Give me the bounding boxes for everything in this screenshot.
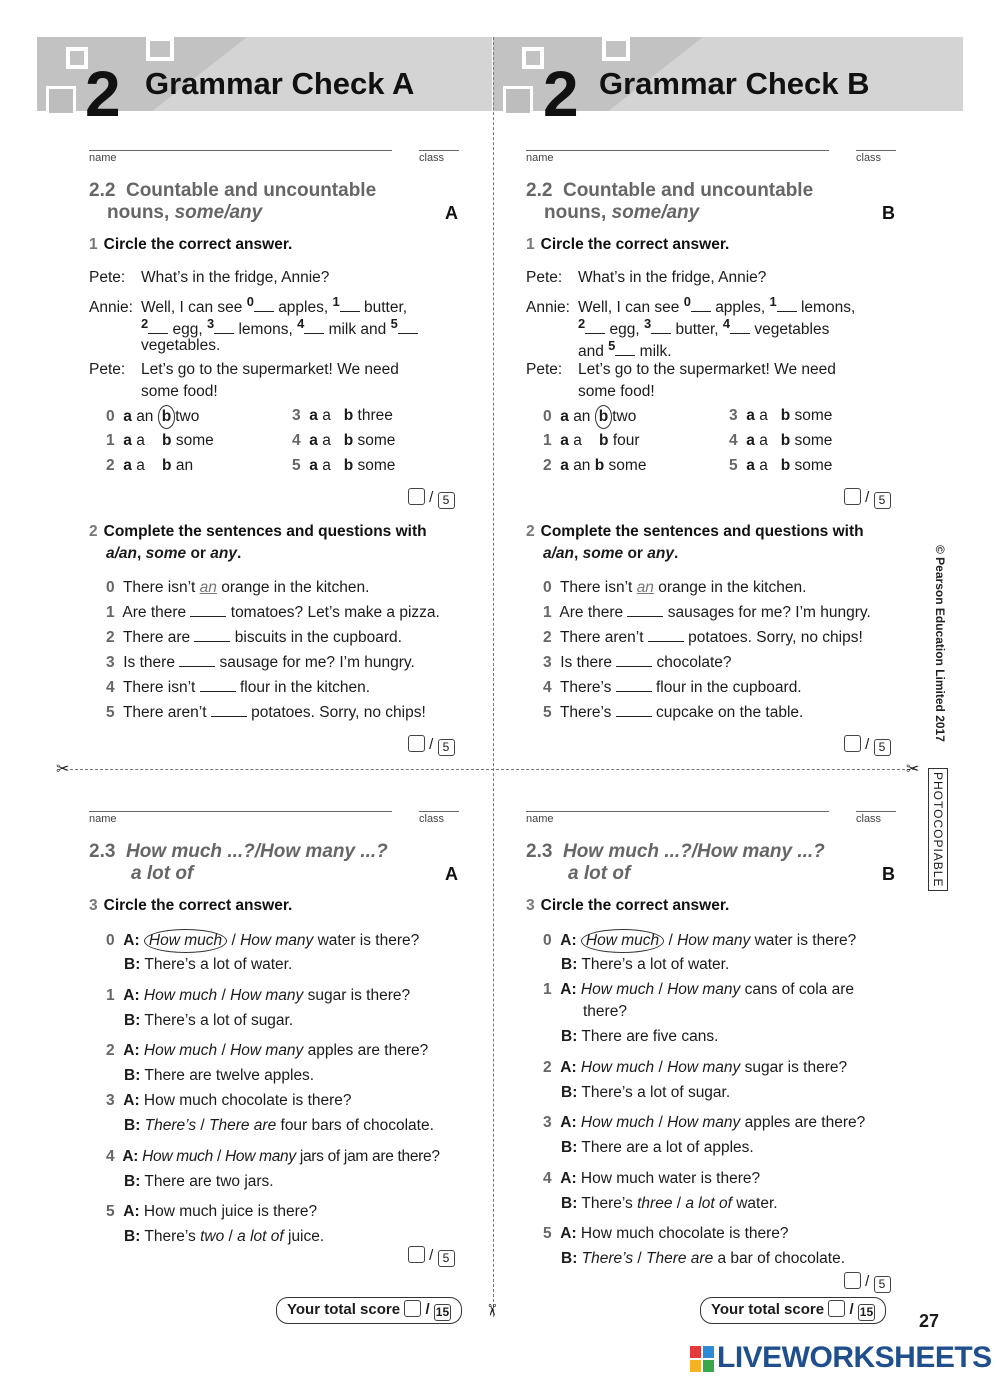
dialogue-line: some food! <box>578 383 655 400</box>
section-title: 2.2 Countable and uncountable <box>89 180 377 201</box>
score-box: / 5 <box>408 735 455 756</box>
qa-item[interactable]: 4 A: How much / How many jars of jam are there? <box>106 1148 440 1165</box>
qa-answer: B: There are a lot of apples. <box>561 1139 754 1156</box>
score-box: / 5 <box>408 1246 455 1267</box>
sentence-item[interactable]: 1 Are there tomatoes? Let’s make a pizza. <box>106 604 440 621</box>
qa-answer: B: There are twelve apples. <box>124 1067 315 1084</box>
name-line[interactable] <box>89 150 392 151</box>
option-row[interactable]: 0 a an b two <box>543 405 636 429</box>
instruction: 1 Circle the correct answer. <box>526 236 730 253</box>
class-label: class <box>856 813 882 825</box>
instruction: 3 Circle the correct answer. <box>526 897 730 914</box>
score-box: / 5 <box>408 488 455 509</box>
cut-line-vertical <box>493 37 494 1317</box>
deco-square-icon <box>602 37 630 61</box>
unit-number: 2 <box>543 58 579 130</box>
score-box: / 5 <box>844 488 891 509</box>
class-label: class <box>419 152 445 164</box>
qa-item[interactable]: 0 A: How much / How many water is there? <box>106 929 419 953</box>
qa-answer[interactable]: B: There’s three / a lot of water. <box>561 1195 778 1212</box>
dialogue-line: some food! <box>141 383 218 400</box>
instruction: 2 Complete the sentences and questions with <box>526 523 864 540</box>
scissors-icon: ✂ <box>482 1303 500 1317</box>
dialogue-line: and $^5$ milk. <box>578 338 672 361</box>
section-title: 2.2 Countable and uncountable <box>526 180 814 201</box>
option-row[interactable]: 2 a an b some <box>543 457 647 474</box>
qa-item[interactable]: 1 A: How much / How many cans of cola are <box>543 981 855 998</box>
qa-answer: B: There’s a lot of sugar. <box>124 1012 294 1029</box>
option-row[interactable]: 0 a an b two <box>106 405 199 429</box>
sentence-item[interactable]: 1 Are there sausages for me? I’m hungry. <box>543 604 871 621</box>
section-title: a lot of <box>568 863 631 884</box>
dialogue-line: vegetables. <box>141 337 221 354</box>
dialogue-line: Pete: What’s in the fridge, Annie? <box>89 269 330 286</box>
instruction: 3 Circle the correct answer. <box>89 897 293 914</box>
page-title: Grammar Check A <box>145 66 415 101</box>
qa-item[interactable]: 2 A: How much / How many sugar is there? <box>543 1059 848 1076</box>
deco-square-icon <box>503 86 533 116</box>
qa-item[interactable]: 1 A: How much / How many sugar is there? <box>106 987 411 1004</box>
brand-name: LIVEWORKSHEETS <box>717 1341 992 1374</box>
dialogue-line: $^2$ egg, $^3$ butter, $^4$ vegetables <box>578 316 830 339</box>
sentence-item[interactable]: 5 There’s cupcake on the table. <box>543 704 804 721</box>
qa-item: 5 A: How much juice is there? <box>106 1203 318 1220</box>
version-label: A <box>445 203 458 223</box>
sentence-item[interactable]: 3 Is there chocolate? <box>543 654 732 671</box>
qa-item: 4 A: How much water is there? <box>543 1170 761 1187</box>
class-line[interactable] <box>856 150 896 151</box>
score-box: / 5 <box>844 735 891 756</box>
photocopiable-label: PHOTOCOPIABLE <box>928 768 948 891</box>
liveworksheets-logo-icon <box>690 1346 714 1372</box>
class-line[interactable] <box>419 150 459 151</box>
class-line[interactable] <box>419 811 459 812</box>
class-label: class <box>419 813 445 825</box>
page-title: Grammar Check B <box>599 66 870 101</box>
scissors-icon: ✂ <box>56 761 70 778</box>
name-label: name <box>526 813 554 825</box>
name-line[interactable] <box>89 811 392 812</box>
option-row[interactable]: 5 a a b some <box>729 457 833 474</box>
dialogue-line: Annie: Well, I can see $^0$ apples, $^1$ lemons, <box>526 294 856 317</box>
option-row[interactable]: 5 a a b some <box>292 457 396 474</box>
dialogue-line: Pete: Let’s go to the supermarket! We need <box>526 361 836 378</box>
instruction: a/an, some or any. <box>543 545 679 562</box>
sentence-item[interactable]: 2 There are biscuits in the cupboard. <box>106 629 402 646</box>
dialogue-line: Annie: Well, I can see $^0$ apples, $^1$ butter, <box>89 294 408 317</box>
dialogue-line: $^2$ egg, $^3$ lemons, $^4$ milk and $^5$ <box>141 313 418 341</box>
qa-item: there? <box>583 1003 627 1020</box>
deco-square-icon <box>522 47 544 69</box>
sentence-item[interactable]: 4 There’s flour in the cupboard. <box>543 679 802 696</box>
section-title: a lot of <box>131 863 194 884</box>
unit-number: 2 <box>85 58 121 130</box>
name-label: name <box>89 152 117 164</box>
name-line[interactable] <box>526 811 829 812</box>
section-title: 2.3 How much ...?/How many ...? <box>526 841 825 862</box>
copyright-text: © Pearson Education Limited 2017 <box>933 545 947 742</box>
qa-answer[interactable]: B: There’s / There are four bars of chocolate. <box>124 1117 434 1134</box>
class-label: class <box>856 152 882 164</box>
cut-line-horizontal <box>70 769 915 770</box>
deco-square-icon <box>46 86 76 116</box>
deco-square-icon <box>146 37 174 61</box>
option-row[interactable]: 3 a a b three <box>292 407 393 424</box>
sentence-item[interactable]: 5 There aren’t potatoes. Sorry, no chips! <box>106 704 426 721</box>
dialogue-line: Pete: What’s in the fridge, Annie? <box>526 269 767 286</box>
option-row[interactable]: 1 a a b four <box>543 432 640 449</box>
version-label: A <box>445 864 458 884</box>
option-row[interactable]: 4 a a b some <box>729 432 833 449</box>
qa-answer: B: There’s a lot of water. <box>561 956 730 973</box>
sentence-item[interactable]: 2 There aren’t potatoes. Sorry, no chips! <box>543 629 863 646</box>
instruction: 2 Complete the sentences and questions with <box>89 523 427 540</box>
qa-item[interactable]: 3 A: How much / How many apples are there? <box>543 1114 866 1131</box>
qa-answer: B: There’s a lot of water. <box>124 956 293 973</box>
version-label: B <box>882 864 895 884</box>
scissors-icon: ✂ <box>906 761 920 778</box>
qa-answer: B: There’s a lot of sugar. <box>561 1084 731 1101</box>
sentence-item: 0 There isn’t an orange in the kitchen. <box>543 579 807 596</box>
section-title: 2.3 How much ...?/How many ...? <box>89 841 388 862</box>
qa-answer[interactable]: B: There’s / There are a bar of chocolate. <box>561 1250 846 1267</box>
total-score: Your total score / 15 <box>276 1297 462 1324</box>
qa-item: 5 A: How much chocolate is there? <box>543 1225 789 1242</box>
page-number: 27 <box>919 1311 940 1331</box>
version-label: B <box>882 203 895 223</box>
qa-answer: B: There are five cans. <box>561 1028 719 1045</box>
qa-answer: B: There are two jars. <box>124 1173 274 1190</box>
sentence-item: 0 There isn’t an orange in the kitchen. <box>106 579 370 596</box>
total-score: Your total score / 15 <box>700 1297 886 1324</box>
name-label: name <box>89 813 117 825</box>
option-row[interactable]: 2 a a b an <box>106 457 194 474</box>
name-line[interactable] <box>526 150 829 151</box>
section-title: nouns, some/any <box>107 202 263 223</box>
dialogue-line: Pete: Let’s go to the supermarket! We need <box>89 361 399 378</box>
sentence-item[interactable]: 3 Is there sausage for me? I’m hungry. <box>106 654 415 671</box>
qa-item[interactable]: 0 A: How much / How many water is there? <box>543 929 856 953</box>
qa-item: 3 A: How much chocolate is there? <box>106 1092 352 1109</box>
option-row[interactable]: 4 a a b some <box>292 432 396 449</box>
name-label: name <box>526 152 554 164</box>
option-row[interactable]: 1 a a b some <box>106 432 214 449</box>
score-box: / 5 <box>844 1272 891 1293</box>
section-title: nouns, some/any <box>544 202 700 223</box>
sentence-item[interactable]: 4 There isn’t flour in the kitchen. <box>106 679 371 696</box>
qa-item[interactable]: 2 A: How much / How many apples are there? <box>106 1042 429 1059</box>
class-line[interactable] <box>856 811 896 812</box>
qa-answer[interactable]: B: There’s two / a lot of juice. <box>124 1228 325 1245</box>
instruction: a/an, some or any. <box>106 545 242 562</box>
option-row[interactable]: 3 a a b some <box>729 407 833 424</box>
instruction: 1 Circle the correct answer. <box>89 236 293 253</box>
